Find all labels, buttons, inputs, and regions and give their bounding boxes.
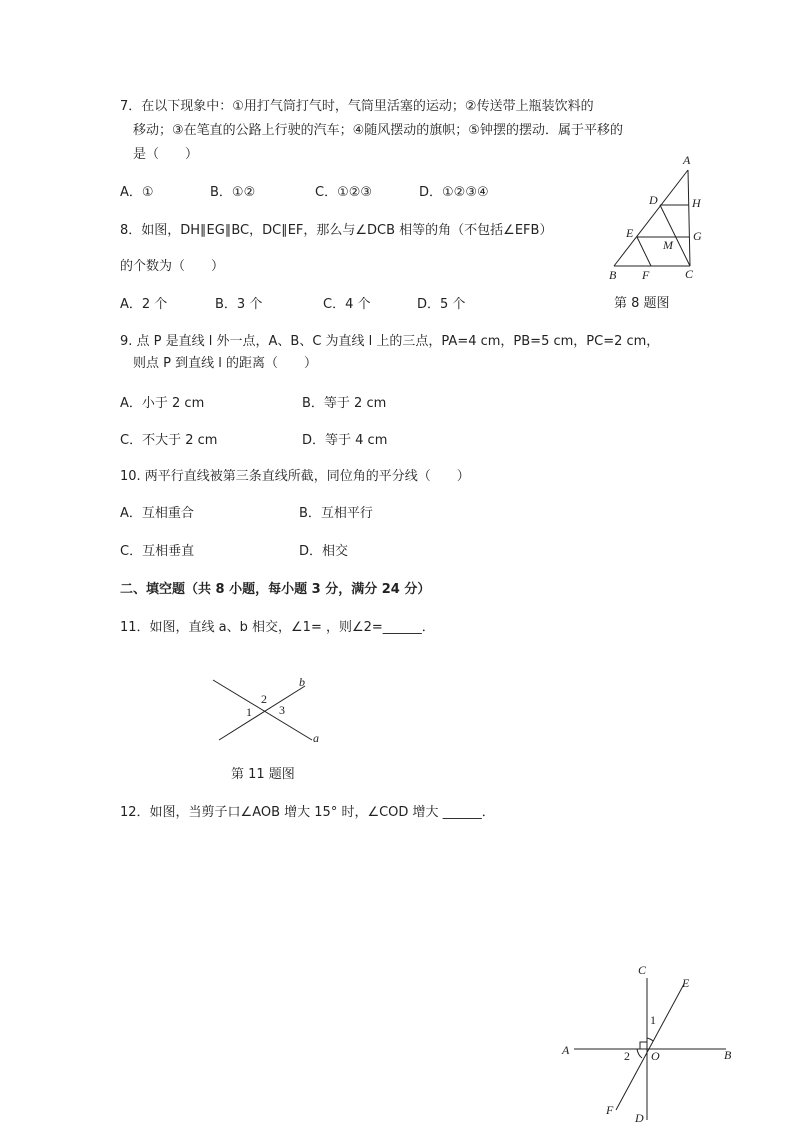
q8-option-b: B．3 个: [215, 297, 263, 312]
q10-line1: 10. 两平行直线被第三条直线所截，同位角的平分线（ ）: [120, 469, 470, 484]
q8-option-d: D．5 个: [417, 297, 466, 312]
q10-option-b: B．互相平行: [299, 506, 373, 521]
q7-option-b: B．①②: [210, 185, 256, 200]
q8-line2: 的个数为（ ）: [120, 259, 225, 274]
q8-label-f: F: [642, 268, 650, 282]
q8-label-m: M: [663, 238, 673, 252]
q8-line1: 8．如图，DH∥EG∥BC，DC∥EF，那么与∠DCB 相等的角（不包括∠EFB）: [120, 223, 553, 238]
section-2-heading: 二、填空题（共 8 小题，每小题 3 分，满分 24 分）: [120, 582, 431, 597]
q9-line2: 则点 P 到直线 l 的距离（ ）: [133, 356, 317, 371]
q12-label-o: O: [651, 1049, 660, 1063]
q7-line1: 7．在以下现象中：①用打气筒打气时，气筒里活塞的运动；②传送带上瓶装饮料的: [120, 99, 594, 114]
q7-line2: 移动；③在笔直的公路上行驶的汽车；④随风摆动的旗帜；⑤钟摆的摆动．属于平移的: [133, 123, 623, 138]
q12-angle-2: 2: [624, 1049, 630, 1063]
q7-line3: 是（ ）: [133, 147, 199, 162]
q8-label-h: H: [692, 196, 701, 210]
q7-option-a: A．①: [120, 185, 154, 200]
q12-label-c: C: [638, 963, 647, 977]
q8-figure-caption: 第 8 题图: [614, 296, 670, 311]
q11-line1: 11．如图，直线 a、b 相交，∠1= ，则∠2=______．: [120, 620, 435, 635]
q7-option-c: C．①②③: [315, 185, 373, 200]
q8-label-a: A: [683, 153, 691, 167]
q9-option-d: D．等于 4 cm: [302, 433, 388, 448]
q12-right-angle-mark: [640, 1042, 647, 1049]
q8-label-e: E: [626, 226, 634, 240]
q12-line-ef: [616, 984, 684, 1110]
q10-option-d: D．相交: [299, 544, 349, 559]
q9-option-b: B．等于 2 cm: [302, 396, 387, 411]
q11-angle-2: 2: [261, 692, 267, 706]
q8-label-g: G: [693, 229, 702, 243]
q8-option-a: A．2 个: [120, 297, 168, 312]
q10-option-c: C．互相垂直: [120, 544, 195, 559]
q11-angle-1: 1: [246, 705, 252, 719]
q9-option-c: C．不大于 2 cm: [120, 433, 218, 448]
q11-label-a: a: [313, 731, 319, 745]
q8-label-b: B: [609, 268, 617, 282]
q12-label-e: E: [682, 976, 690, 990]
q9-line1: 9. 点 P 是直线 l 外一点，A、B、C 为直线 l 上的三点，PA=4 cm，PB=5 cm，PC=2 cm，: [120, 334, 660, 349]
q7-option-d: D．①②③④: [419, 185, 489, 200]
q11-figure-caption: 第 11 题图: [231, 767, 295, 782]
q12-label-a: A: [562, 1043, 570, 1057]
q8-option-c: C．4 个: [323, 297, 371, 312]
q10-option-a: A．互相重合: [120, 506, 194, 521]
q12-angle-2-arc: [637, 1049, 642, 1058]
q12-line1: 12．如图，当剪子口∠AOB 增大 15° 时，∠COD 增大 ______．: [120, 805, 495, 820]
q8-label-c: C: [685, 267, 694, 281]
q11-angle-3: 3: [279, 703, 285, 717]
q12-label-b: B: [724, 1048, 732, 1062]
q8-label-d: D: [649, 193, 658, 207]
q12-angle-1: 1: [650, 1013, 656, 1027]
q12-angle-1-arc: [647, 1038, 653, 1041]
q12-label-d: D: [635, 1111, 644, 1123]
q9-option-a: A．小于 2 cm: [120, 396, 205, 411]
q11-label-b: b: [299, 675, 305, 689]
q12-label-f: F: [606, 1103, 614, 1117]
